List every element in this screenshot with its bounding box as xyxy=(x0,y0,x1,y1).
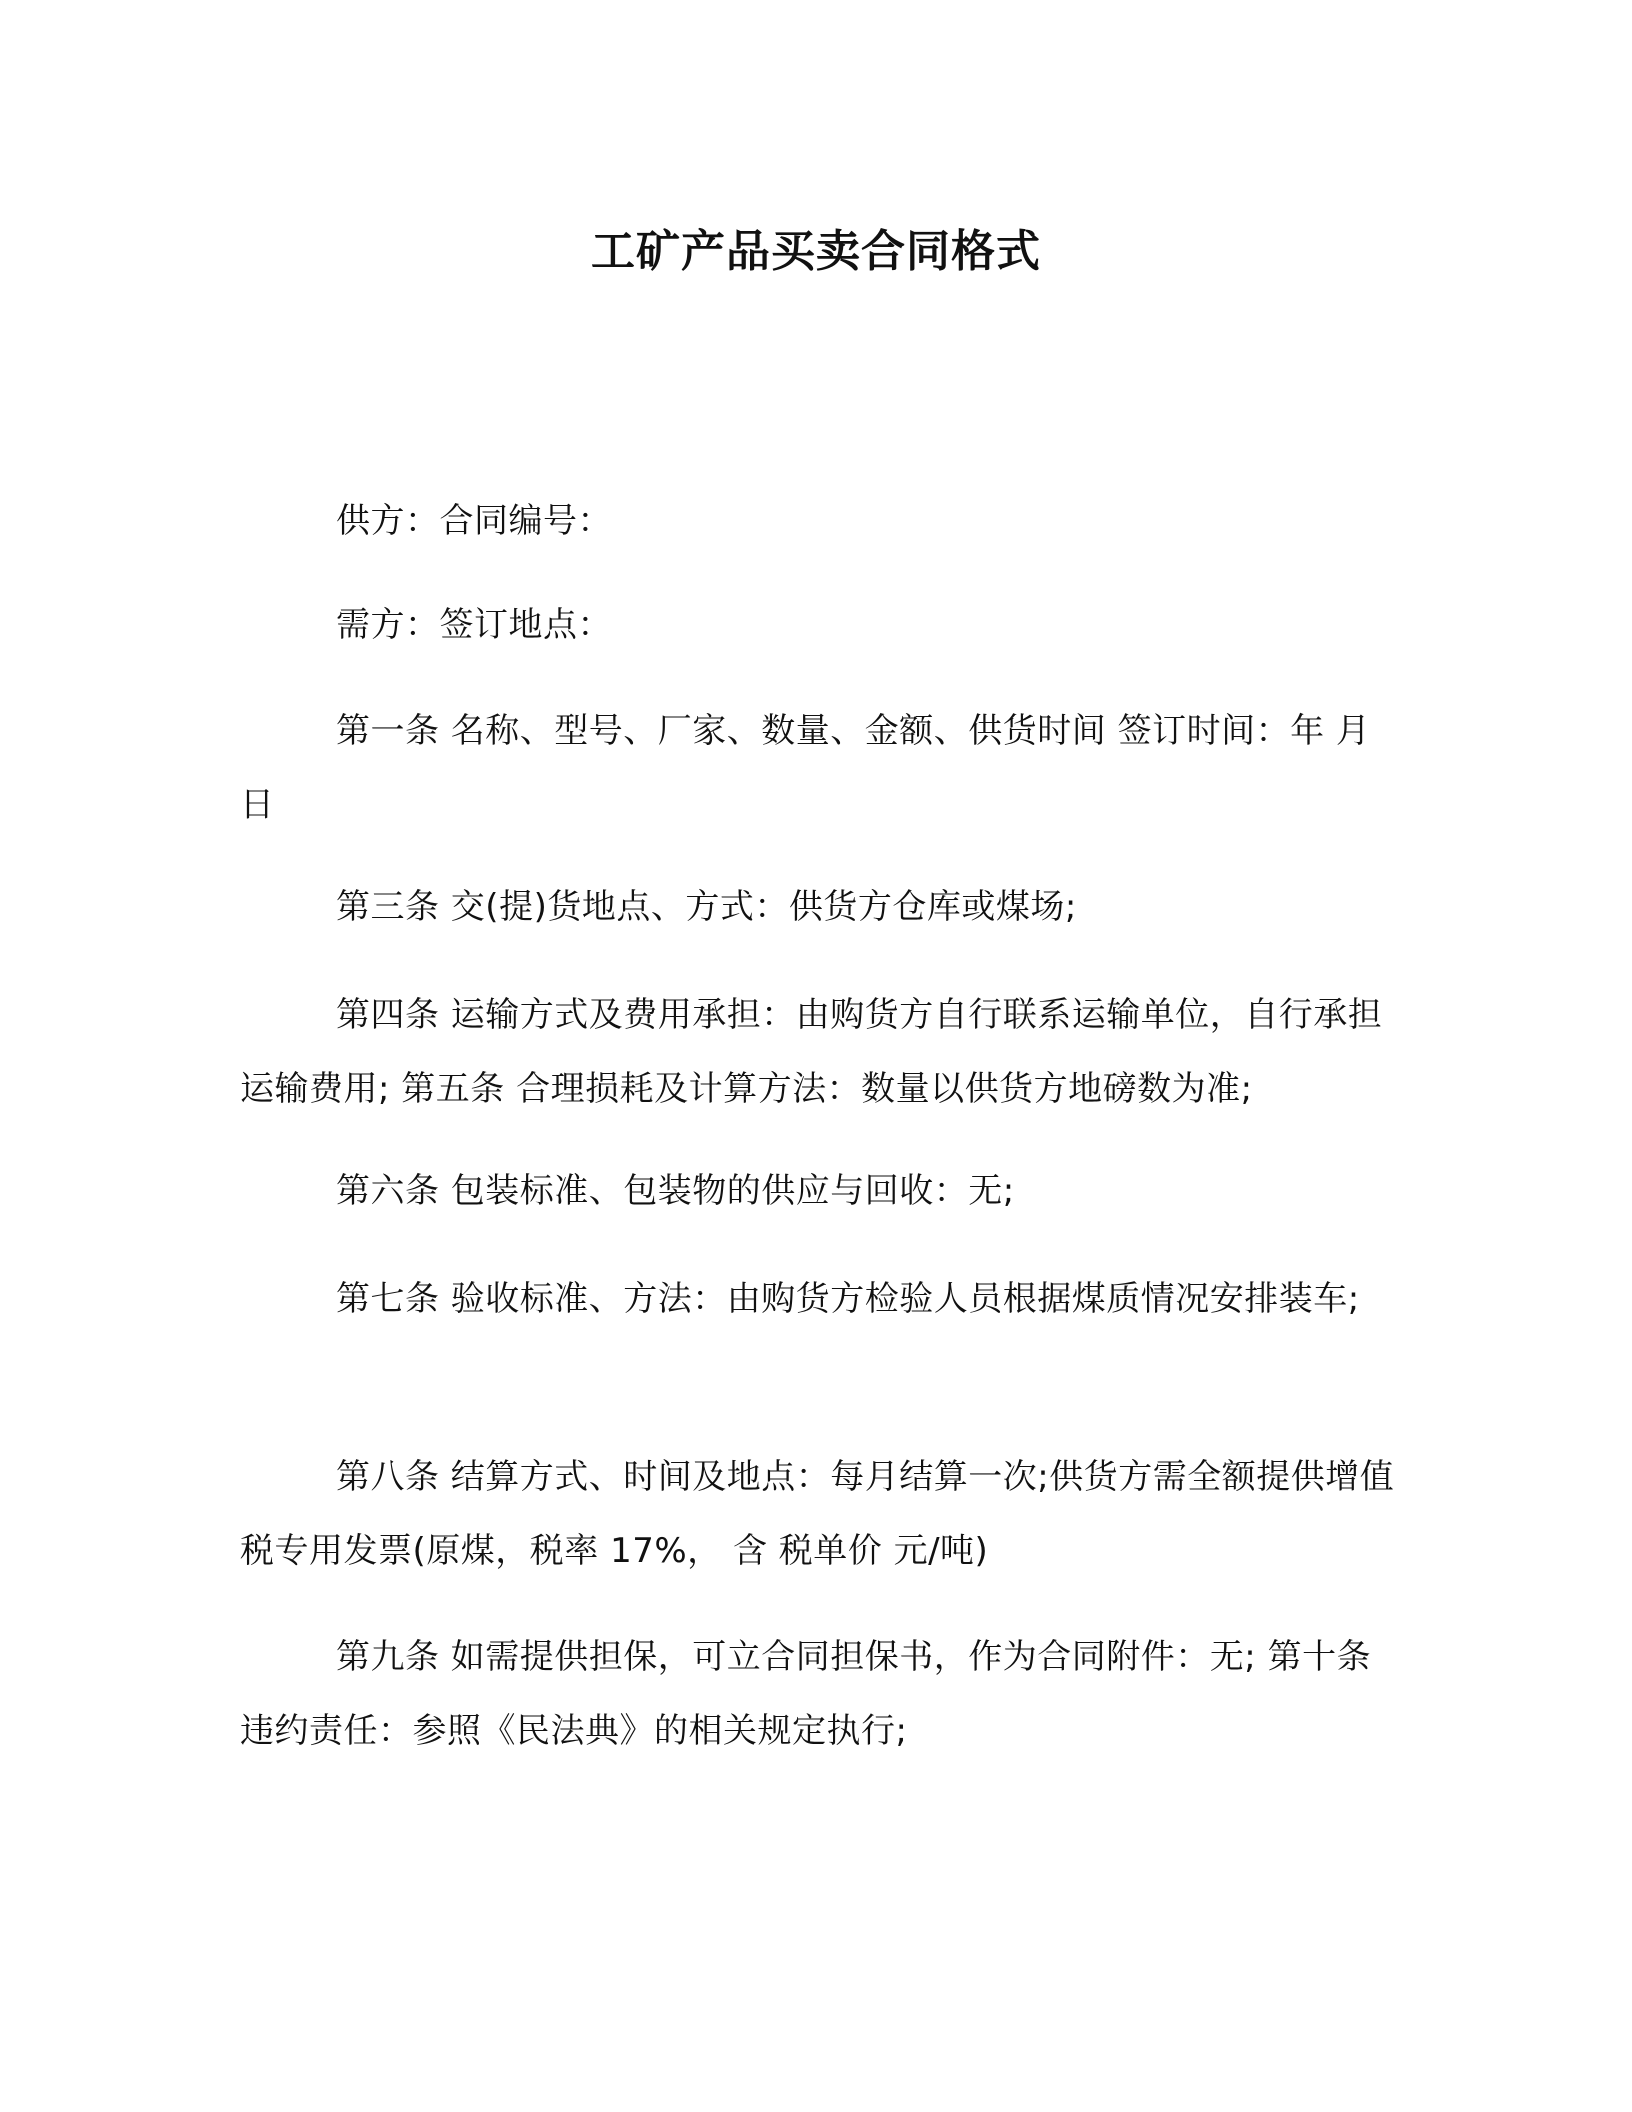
clause-article-1: 第一条 名称、型号、厂家、数量、金额、供货时间 签订时间：年 月 日 xyxy=(240,711,1371,825)
clause-supplier: 供方：合同编号： xyxy=(336,501,612,541)
page-title: 工矿产品买卖合同格式 xyxy=(591,226,1041,277)
clause-article-8: 第八条 结算方式、时间及地点：每月结算一次;供货方需全额提供增值税专用发票(原煤，税率 17%， 含 税单价 元/吨) xyxy=(240,1457,1395,1571)
clause-article-7: 第七条 验收标准、方法：由购货方检验人员根据煤质情况安排装车; xyxy=(336,1279,1360,1319)
clause-buyer: 需方：签订地点： xyxy=(336,605,612,645)
clause-article-4-5: 第四条 运输方式及费用承担：由购货方自行联系运输单位，自行承担运输费用; 第五条 合理损耗及计算方法：数量以供货方地磅数为准; xyxy=(240,995,1383,1109)
clause-article-3: 第三条 交(提)货地点、方式：供货方仓库或煤场; xyxy=(336,887,1077,927)
clause-article-9-10: 第九条 如需提供担保，可立合同担保书，作为合同附件：无; 第十条 违约责任：参照《民法典》的相关规定执行; xyxy=(240,1637,1372,1751)
clause-article-6: 第六条 包装标准、包装物的供应与回收：无; xyxy=(336,1171,1015,1211)
